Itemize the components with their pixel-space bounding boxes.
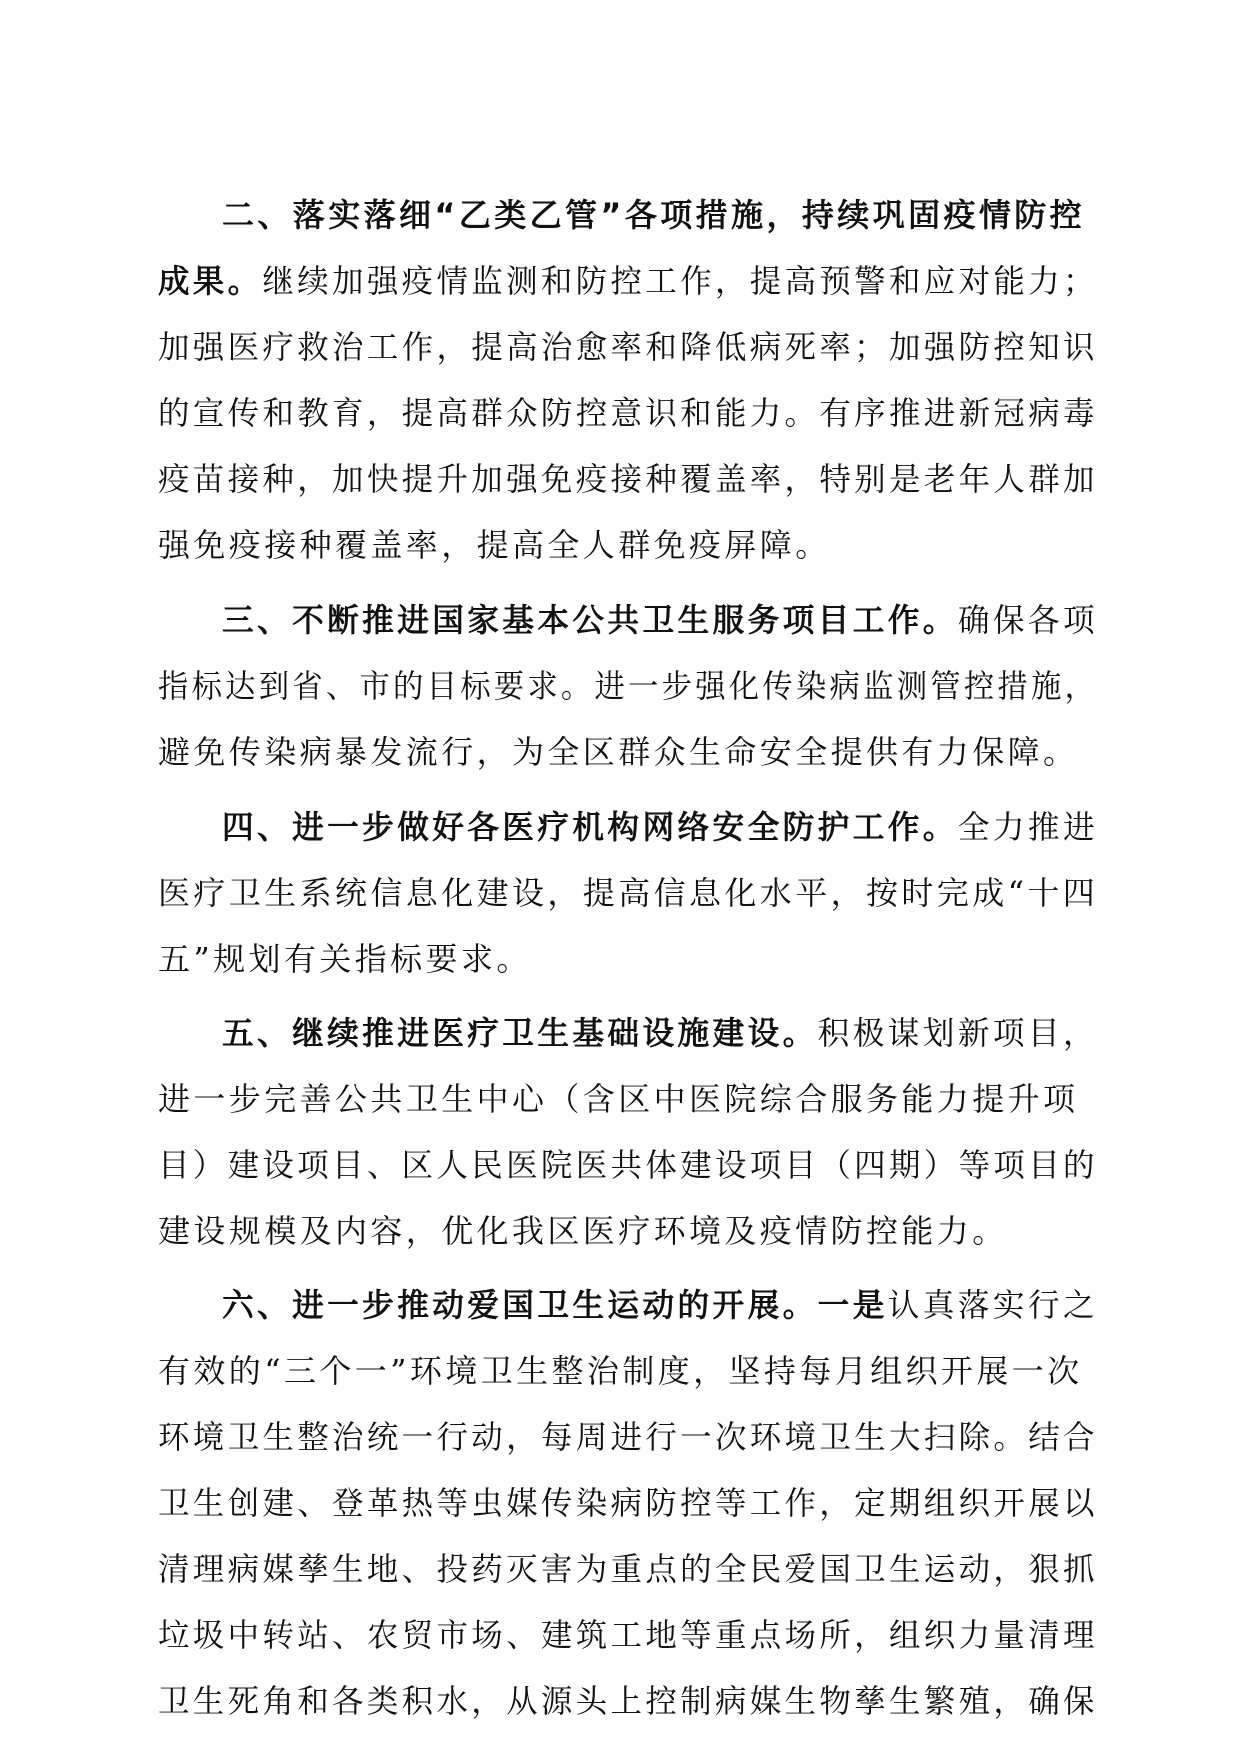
paragraph-line — [158, 1066, 1098, 1132]
body-text: 五”规划有关指标要求。 — [158, 940, 532, 978]
section-3-heading-line — [222, 587, 1098, 653]
paragraph-line — [158, 926, 1098, 992]
body-text: 清理病媒孳生地、投药灭害为重点的全民爱国卫生运动，狠抓 — [158, 1550, 1098, 1588]
section-4-heading-line — [222, 794, 1098, 860]
section-3-heading: 三、不断推进国家基本公共卫生服务项目工作。 — [222, 601, 958, 639]
body-text: 全力推进 — [957, 808, 1098, 846]
body-text: 积极谋划新项目， — [817, 1014, 1098, 1052]
body-text: 医疗卫生系统信息化建设，提高信息化水平，按时完成“十四 — [158, 874, 1099, 912]
section-6-heading: 六、进一步推动爱国卫生运动的开展。一是 — [222, 1286, 888, 1324]
body-text: 指标达到省、市的目标要求。进一步强化传染病监测管控措施， — [158, 667, 1099, 705]
section-5-heading-line — [222, 1000, 1098, 1066]
body-text: 垃圾中转站、农贸市场、建筑工地等重点场所，组织力量清理 — [158, 1616, 1098, 1654]
body-text: 加强医疗救治工作，提高治愈率和降低病死率；加强防控知识 — [158, 328, 1098, 366]
paragraph-line — [158, 719, 1098, 785]
body-text: 确保各项 — [957, 601, 1098, 639]
body-text: 建设规模及内容，优化我区医疗环境及疫情防控能力。 — [158, 1212, 1008, 1250]
section-2-heading: 二、落实落细“乙类乙管”各项措施，持续巩固疫情防控 — [222, 196, 1086, 234]
body-text: 认真落实行之 — [887, 1286, 1098, 1324]
body-text: 卫生创建、登革热等虫媒传染病防控等工作，定期组织开展以 — [158, 1484, 1098, 1522]
paragraph-line — [158, 1668, 1098, 1734]
body-text: 卫生死角和各类积水，从源头上控制病媒生物孳生繁殖，确保 — [158, 1682, 1098, 1720]
section-2-heading-cont: 成果。 — [158, 262, 263, 300]
section-5-heading: 五、继续推进医疗卫生基础设施建设。 — [222, 1014, 818, 1052]
paragraph-line — [158, 380, 1098, 446]
body-text: 环境卫生整治统一行动，每周进行一次环境卫生大扫除。结合 — [158, 1418, 1098, 1456]
paragraph-line — [158, 1404, 1098, 1470]
paragraph-line — [158, 860, 1098, 926]
paragraph-line — [158, 1198, 1098, 1264]
paragraph-line — [158, 446, 1098, 512]
body-text: 进一步完善公共卫生中心（含区中医院综合服务能力提升项 — [158, 1080, 1079, 1118]
paragraph-line — [158, 1602, 1098, 1668]
body-text: 的宣传和教育，提高群众防控意识和能力。有序推进新冠病毒 — [158, 394, 1098, 432]
body-text: 有效的“三个一”环境卫生整治制度，坚持每月组织开展一次 — [158, 1352, 1083, 1390]
paragraph-line — [158, 512, 1098, 578]
paragraph-line — [158, 1470, 1098, 1536]
section-4-heading: 四、进一步做好各医疗机构网络安全防护工作。 — [222, 808, 958, 846]
body-text: 继续加强疫情监测和防控工作，提高预警和应对能力； — [262, 262, 1098, 300]
body-text: 避免传染病暴发流行，为全区群众生命安全提供有力保障。 — [158, 733, 1079, 771]
body-text: 强免疫接种覆盖率，提高全人群免疫屏障。 — [158, 526, 831, 564]
paragraph-line — [158, 314, 1098, 380]
paragraph-line — [158, 248, 1098, 314]
body-text: 目）建设项目、区人民医院医共体建设项目（四期）等项目的 — [158, 1146, 1098, 1184]
section-6-heading-line — [222, 1272, 1098, 1338]
paragraph-line — [158, 653, 1099, 719]
paragraph-line — [158, 1338, 1098, 1404]
paragraph-line — [158, 1536, 1098, 1602]
section-2-heading-line — [222, 182, 1098, 248]
paragraph-line — [158, 1132, 1098, 1198]
body-text: 疫苗接种，加快提升加强免疫接种覆盖率，特别是老年人群加 — [158, 460, 1098, 498]
